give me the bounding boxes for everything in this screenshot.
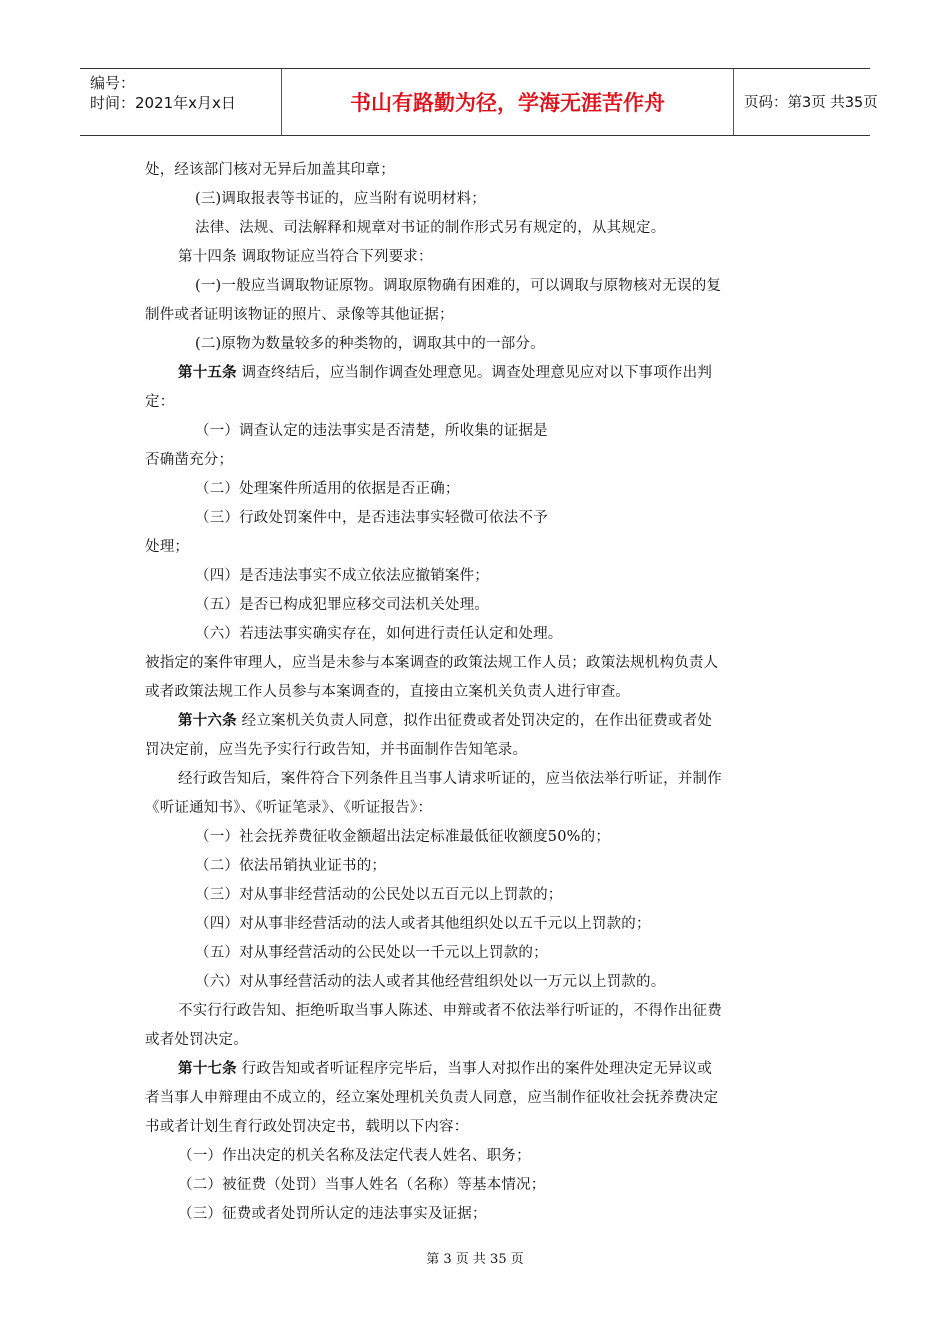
line-text: 罚决定前，应当先予实行行政告知，并书面制作告知笔录。 bbox=[145, 742, 528, 758]
text-line bbox=[178, 999, 722, 1020]
line-text: (三)调取报表等书证的，应当附有说明材料； bbox=[195, 191, 487, 207]
header-page-info: 页码：第3页 共35页 bbox=[744, 95, 878, 111]
line-text: 《听证通知书》、《听证笔录》、《听证报告》： bbox=[145, 800, 433, 816]
text-line bbox=[145, 1086, 718, 1107]
text-line bbox=[195, 216, 665, 237]
line-text: （一）调查认定的违法事实是否清楚，所收集的证据是 bbox=[195, 423, 548, 439]
text-line bbox=[195, 419, 548, 440]
line-text: （二）被征费（处罚）当事人姓名（名称）等基本情况； bbox=[178, 1177, 546, 1193]
line-text: （四）对从事非经营活动的法人或者其他组织处以五千元以上罚款的； bbox=[195, 916, 651, 932]
text-line bbox=[178, 1202, 487, 1223]
line-text: 定： bbox=[145, 394, 175, 410]
text-line bbox=[178, 1057, 712, 1078]
line-text: 被指定的案件审理人，应当是未参与本案调查的政策法规工作人员；政策法规机构负责人 bbox=[145, 655, 719, 671]
text-line bbox=[195, 941, 548, 962]
line-text: 否确凿充分； bbox=[145, 452, 234, 468]
line-text: 或者处罚决定。 bbox=[145, 1032, 248, 1048]
line-text: 者当事人申辩理由不成立的，经立案处理机关负责人同意，应当制作征收社会抚养费决定 bbox=[145, 1090, 719, 1106]
line-text: 处，经该部门核对无异后加盖其印章； bbox=[145, 162, 395, 178]
line-text: （三）征费或者处罚所认定的违法事实及证据； bbox=[178, 1206, 487, 1222]
text-line bbox=[178, 767, 722, 788]
line-text: 法律、法规、司法解释和规章对书证的制作形式另有规定的，从其规定。 bbox=[195, 220, 666, 236]
text-line bbox=[145, 448, 233, 469]
line-text: 经行政告知后，案件符合下列条件且当事人请求听证的，应当依法举行听证，并制作 bbox=[178, 771, 722, 787]
text-line bbox=[195, 622, 563, 643]
line-text: （一）作出决定的机关名称及法定代表人姓名、职务； bbox=[178, 1148, 531, 1164]
text-line bbox=[195, 332, 545, 353]
doc-time-label: 时间：2021年x月x日 bbox=[90, 94, 236, 112]
text-line bbox=[145, 390, 174, 411]
page-header bbox=[80, 68, 878, 136]
line-text: 或者政策法规工作人员参与本案调查的，直接由立案机关负责人进行审查。 bbox=[145, 684, 631, 700]
line-text: 经立案机关负责人同意，拟作出征费或者处罚决定的，在作出征费或者处 bbox=[236, 713, 713, 729]
line-text: 处理； bbox=[145, 539, 190, 555]
text-line bbox=[145, 651, 718, 672]
line-text: （三）对从事非经营活动的公民处以五百元以上罚款的； bbox=[195, 887, 563, 903]
line-text: （一）社会抚养费征收金额超出法定标准最低征收额度50%的； bbox=[195, 829, 611, 845]
text-line bbox=[195, 825, 610, 846]
article-number: 第十七条 bbox=[178, 1060, 237, 1077]
text-line bbox=[178, 245, 433, 266]
line-text: （四）是否违法事实不成立依法应撤销案件； bbox=[195, 568, 489, 584]
text-line bbox=[195, 912, 651, 933]
text-line bbox=[178, 1173, 546, 1194]
text-line bbox=[145, 680, 630, 701]
text-line bbox=[195, 274, 721, 295]
header-meta bbox=[80, 69, 282, 135]
line-text: （五）是否已构成犯罪应移交司法机关处理。 bbox=[195, 597, 489, 613]
line-text: 行政告知或者听证程序完毕后，当事人对拟作出的案件处理决定无异议或 bbox=[236, 1061, 713, 1077]
text-line bbox=[145, 535, 189, 556]
article-number: 第十五条 bbox=[178, 364, 237, 381]
text-line bbox=[195, 564, 489, 585]
text-line bbox=[195, 506, 548, 527]
line-text: （二）处理案件所适用的依据是否正确； bbox=[195, 481, 460, 497]
text-line bbox=[145, 1028, 248, 1049]
line-text: 书或者计划生育行政处罚决定书，载明以下内容： bbox=[145, 1119, 469, 1135]
line-text: (二)原物为数量较多的种类物的，调取其中的一部分。 bbox=[195, 336, 545, 352]
text-line bbox=[178, 361, 712, 382]
line-text: （二）依法吊销执业证书的； bbox=[195, 858, 387, 874]
line-text: 第十四条 调取物证应当符合下列要求： bbox=[178, 249, 433, 265]
line-text: （六）对从事经营活动的法人或者其他经营组织处以一万元以上罚款的。 bbox=[195, 974, 666, 990]
doc-code-label: 编号： bbox=[90, 74, 136, 92]
line-text: （六）若违法事实确实存在，如何进行责任认定和处理。 bbox=[195, 626, 563, 642]
line-text: （五）对从事经营活动的公民处以一千元以上罚款的； bbox=[195, 945, 548, 961]
text-line bbox=[145, 158, 395, 179]
line-text: （三）行政处罚案件中，是否违法事实轻微可依法不予 bbox=[195, 510, 548, 526]
header-motto: 书山有路勤为径，学海无涯苦作舟 bbox=[282, 69, 734, 135]
text-line bbox=[145, 796, 432, 817]
text-line bbox=[145, 738, 527, 759]
page-footer: 第 3 页 共 35 页 bbox=[426, 1252, 524, 1267]
line-text: 制件或者证明该物证的照片、录像等其他证据； bbox=[145, 307, 454, 323]
text-line bbox=[195, 593, 489, 614]
line-text: (一)一般应当调取物证原物。调取原物确有困难的，可以调取与原物核对无误的复 bbox=[195, 278, 722, 294]
article-number: 第十六条 bbox=[178, 712, 237, 729]
text-line bbox=[145, 303, 454, 324]
text-line bbox=[195, 187, 486, 208]
text-line bbox=[145, 1115, 468, 1136]
text-line bbox=[195, 477, 460, 498]
text-line bbox=[195, 883, 563, 904]
text-line bbox=[178, 1144, 531, 1165]
text-line bbox=[178, 709, 712, 730]
text-line bbox=[195, 970, 665, 991]
line-text: 不实行行政告知、拒绝听取当事人陈述、申辩或者不依法举行听证的，不得作出征费 bbox=[178, 1003, 722, 1019]
line-text: 调查终结后，应当制作调查处理意见。调查处理意见应对以下事项作出判 bbox=[236, 365, 713, 381]
text-line bbox=[195, 854, 386, 875]
